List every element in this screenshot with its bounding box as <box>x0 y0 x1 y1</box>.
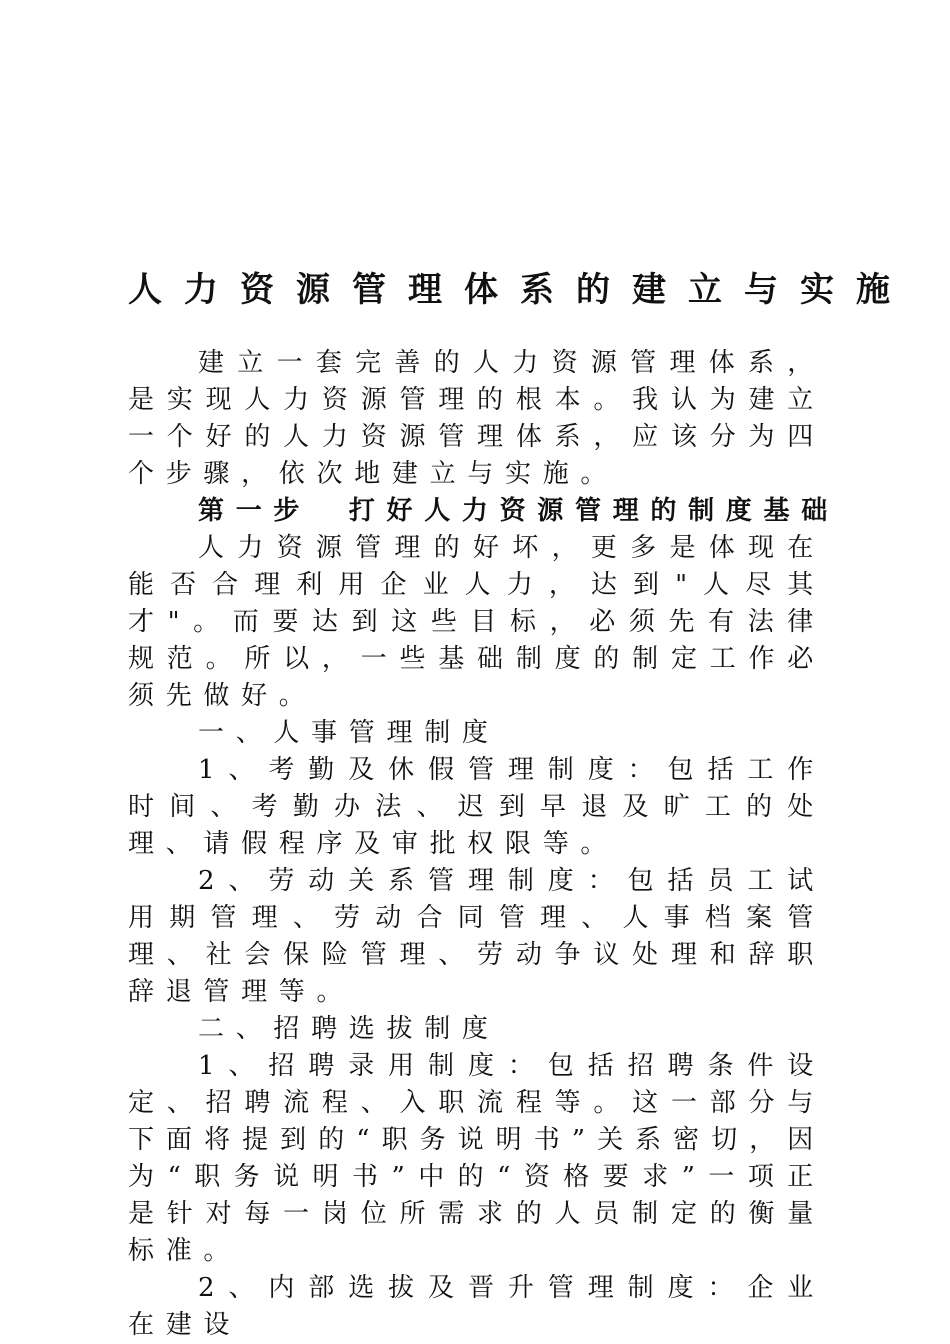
paragraph-intro: 建立一套完善的人力资源管理体系，是实现人力资源管理的根本。我认为建立一个好的人力资源管理体系，应该分为四个步骤，依次地建立与实施。 <box>128 348 825 489</box>
document-body <box>128 345 839 1344</box>
paragraph-labor-relations: 2、劳动关系管理制度：包括员工试用期管理、劳动合同管理、人事档案管理、社会保险管理、劳动争议处理和辞职辞退管理等。 <box>128 866 825 1007</box>
subheading-personnel-management: 一、人事管理制度 <box>198 718 500 748</box>
document-title: 人力资源管理体系的建立与实施 <box>128 270 912 310</box>
paragraph-recruitment-hiring: 1、招聘录用制度：包括招聘条件设定、招聘流程、入职流程等。这一部分与下面将提到的“职务说明书”关系密切，因为“职务说明书”中的“资格要求”一项正是针对每一岗位所需求的人员制定的衡量标准。 <box>128 1051 825 1266</box>
paragraph-attendance-leave: 1、考勤及休假管理制度：包括工作时间、考勤办法、迟到早退及旷工的处理、请假程序及审批权限等。 <box>128 755 825 859</box>
paragraph-internal-promotion: 2、内部选拔及晋升管理制度：企业在建设 <box>128 1273 825 1340</box>
subheading-recruitment-selection: 二、招聘选拔制度 <box>198 1014 500 1044</box>
section-heading-step-one: 第一步 打好人力资源管理的制度基础 <box>198 496 839 526</box>
paragraph-step-one-intro: 人力资源管理的好坏，更多是体现在能否合理利用企业人力，达到"人尽其才"。而要达到这些目标，必须先有法律规范。所以，一些基础制度的制定工作必须先做好。 <box>128 533 825 711</box>
